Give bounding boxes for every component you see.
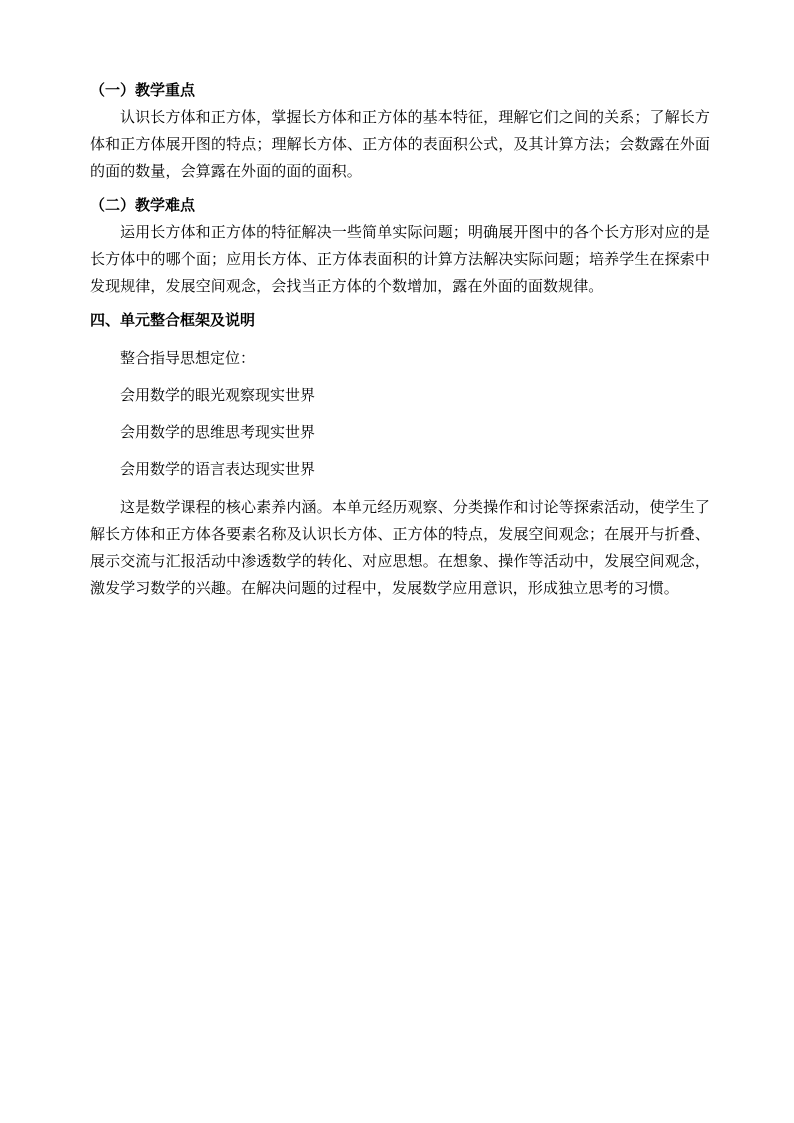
teaching-focus-paragraph: 认识长方体和正方体，掌握长方体和正方体的基本特征，理解它们之间的关系；了解长方体和正方体展开图的特点；理解长方体、正方体的表面积公式，及其计算方法；会数露在外面的面的数量，会算露在外面的面的面积。 <box>90 108 710 180</box>
framework-line-think: 会用数学的思维思考现实世界 <box>120 423 316 441</box>
document-page <box>90 76 710 606</box>
section-heading-teaching-focus: （一）教学重点 <box>90 81 196 99</box>
teaching-difficulty-paragraph: 运用长方体和正方体的特征解决一些简单实际问题；明确展开图中的各个长方形对应的是长方体中的哪个面；应用长方体、正方体表面积的计算方法解决实际问题；培养学生在探索中发现规律，发展空间观念，会找当正方体的个数增加，露在外面的面数规律。 <box>90 223 710 295</box>
framework-line-express: 会用数学的语言表达现实世界 <box>120 460 316 478</box>
framework-explanation-paragraph: 这是数学课程的核心素养内涵。本单元经历观察、分类操作和讨论等探索活动，使学生了解长方体和正方体各要素名称及认识长方体、正方体的特点，发展空间观念；在展开与折叠、展示交流与汇报活动中渗透数学的转化、对应思想。在想象、操作等活动中，发展空间观念，激发学习数学的兴趣。在解决问题的过程中，发展数学应用意识，形成独立思考的习惯。 <box>90 498 710 597</box>
section-heading-teaching-difficulty: （二）教学难点 <box>90 196 196 214</box>
section-heading-unit-framework: 四、单元整合框架及说明 <box>90 311 256 329</box>
framework-guiding-idea-label: 整合指导思想定位： <box>120 349 256 367</box>
framework-line-observe: 会用数学的眼光观察现实世界 <box>120 386 316 404</box>
